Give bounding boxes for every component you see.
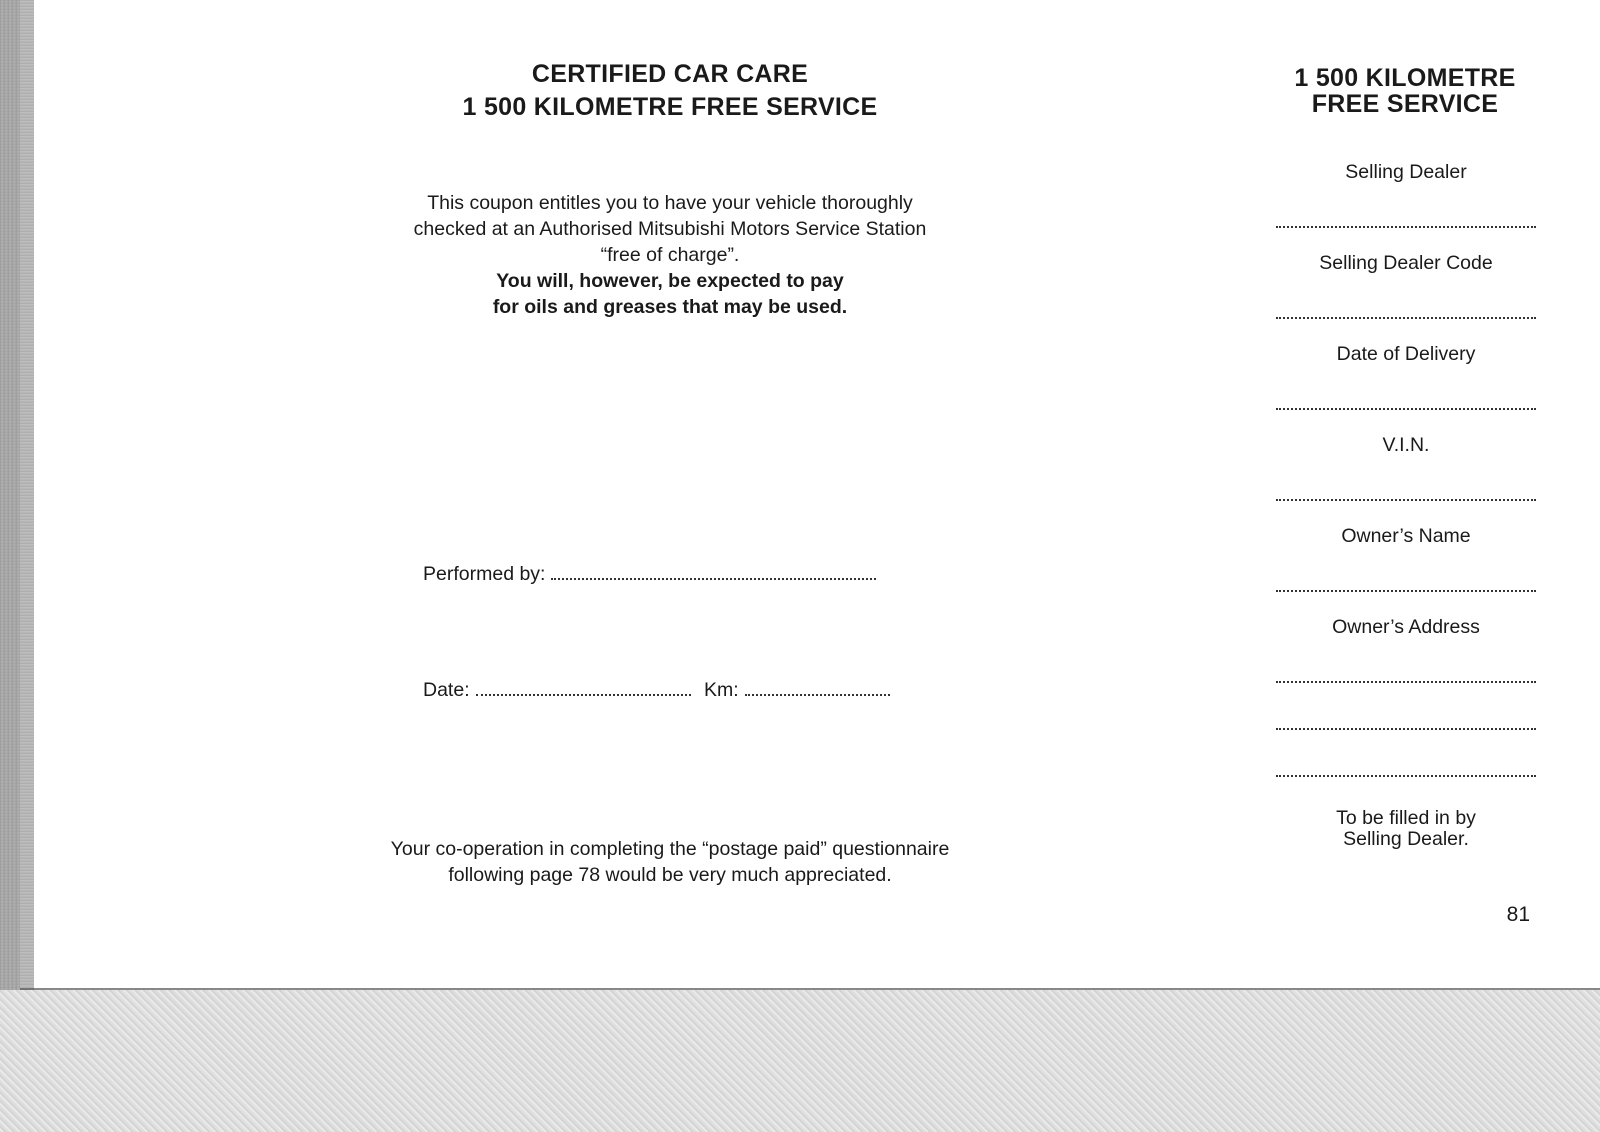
stub-line-selling-dealer-code[interactable] xyxy=(1276,317,1536,319)
stub-field-selling-dealer: Selling Dealer xyxy=(1345,161,1467,183)
km-field[interactable] xyxy=(745,680,890,696)
scan-bottom-edge xyxy=(0,990,1600,1132)
coupon-body-line2: checked at an Authorised Mitsubishi Motors Service Station xyxy=(413,218,927,240)
stub-title-line2: FREE SERVICE xyxy=(1311,90,1499,118)
stub-field-selling-dealer-code: Selling Dealer Code xyxy=(1319,252,1493,274)
stub-note-line2: Selling Dealer. xyxy=(1343,828,1469,850)
stub-line-owners-address-1[interactable] xyxy=(1276,681,1536,683)
stub-note-line1: To be filled in by xyxy=(1336,807,1476,829)
stub-line-owners-name[interactable] xyxy=(1276,590,1536,592)
date-label: Date: xyxy=(423,679,470,701)
coupon-body-line1: This coupon entitles you to have your vehicle thoroughly xyxy=(427,192,913,214)
stub-line-date-of-delivery[interactable] xyxy=(1276,408,1536,410)
questionnaire-note-line1: Your co-operation in completing the “postage paid” questionnaire xyxy=(390,838,950,860)
questionnaire-note xyxy=(330,836,1010,888)
coupon-header xyxy=(330,58,1010,124)
performed-by-row xyxy=(423,563,876,586)
stub-line-owners-address-2[interactable] xyxy=(1276,728,1536,730)
stub-field-vin: V.I.N. xyxy=(1382,434,1430,456)
coupon-title-line2: 1 500 KILOMETRE FREE SERVICE xyxy=(462,93,878,121)
stub-field-owners-address: Owner’s Address xyxy=(1332,616,1480,638)
questionnaire-note-line2: following page 78 would be very much appreciated. xyxy=(448,864,892,886)
stub-field-date-of-delivery: Date of Delivery xyxy=(1336,343,1476,365)
performed-by-field[interactable] xyxy=(551,564,876,580)
stub-line-vin[interactable] xyxy=(1276,499,1536,501)
scan-left-edge xyxy=(0,0,34,1132)
coupon-bold-line1: You will, however, be expected to pay xyxy=(496,270,844,292)
date-km-row xyxy=(423,679,890,702)
coupon-body-line3: “free of charge”. xyxy=(600,244,740,266)
coupon-body xyxy=(330,190,1010,320)
coupon-bold-line2: for oils and greases that may be used. xyxy=(492,296,848,318)
scan-left-edge-shadow xyxy=(0,0,20,1132)
coupon-title-line1: CERTIFIED CAR CARE xyxy=(531,60,809,88)
stub-line-selling-dealer[interactable] xyxy=(1276,226,1536,228)
stub-title-line1: 1 500 KILOMETRE xyxy=(1294,64,1516,92)
date-field[interactable] xyxy=(476,680,691,696)
km-label: Km: xyxy=(704,679,739,701)
performed-by-label: Performed by: xyxy=(423,563,546,585)
stub-header xyxy=(1260,65,1550,117)
page-number: 81 xyxy=(1506,903,1530,926)
stub-field-owners-name: Owner’s Name xyxy=(1341,525,1471,547)
stub-line-owners-address-3[interactable] xyxy=(1276,775,1536,777)
stub-note xyxy=(1276,808,1536,850)
